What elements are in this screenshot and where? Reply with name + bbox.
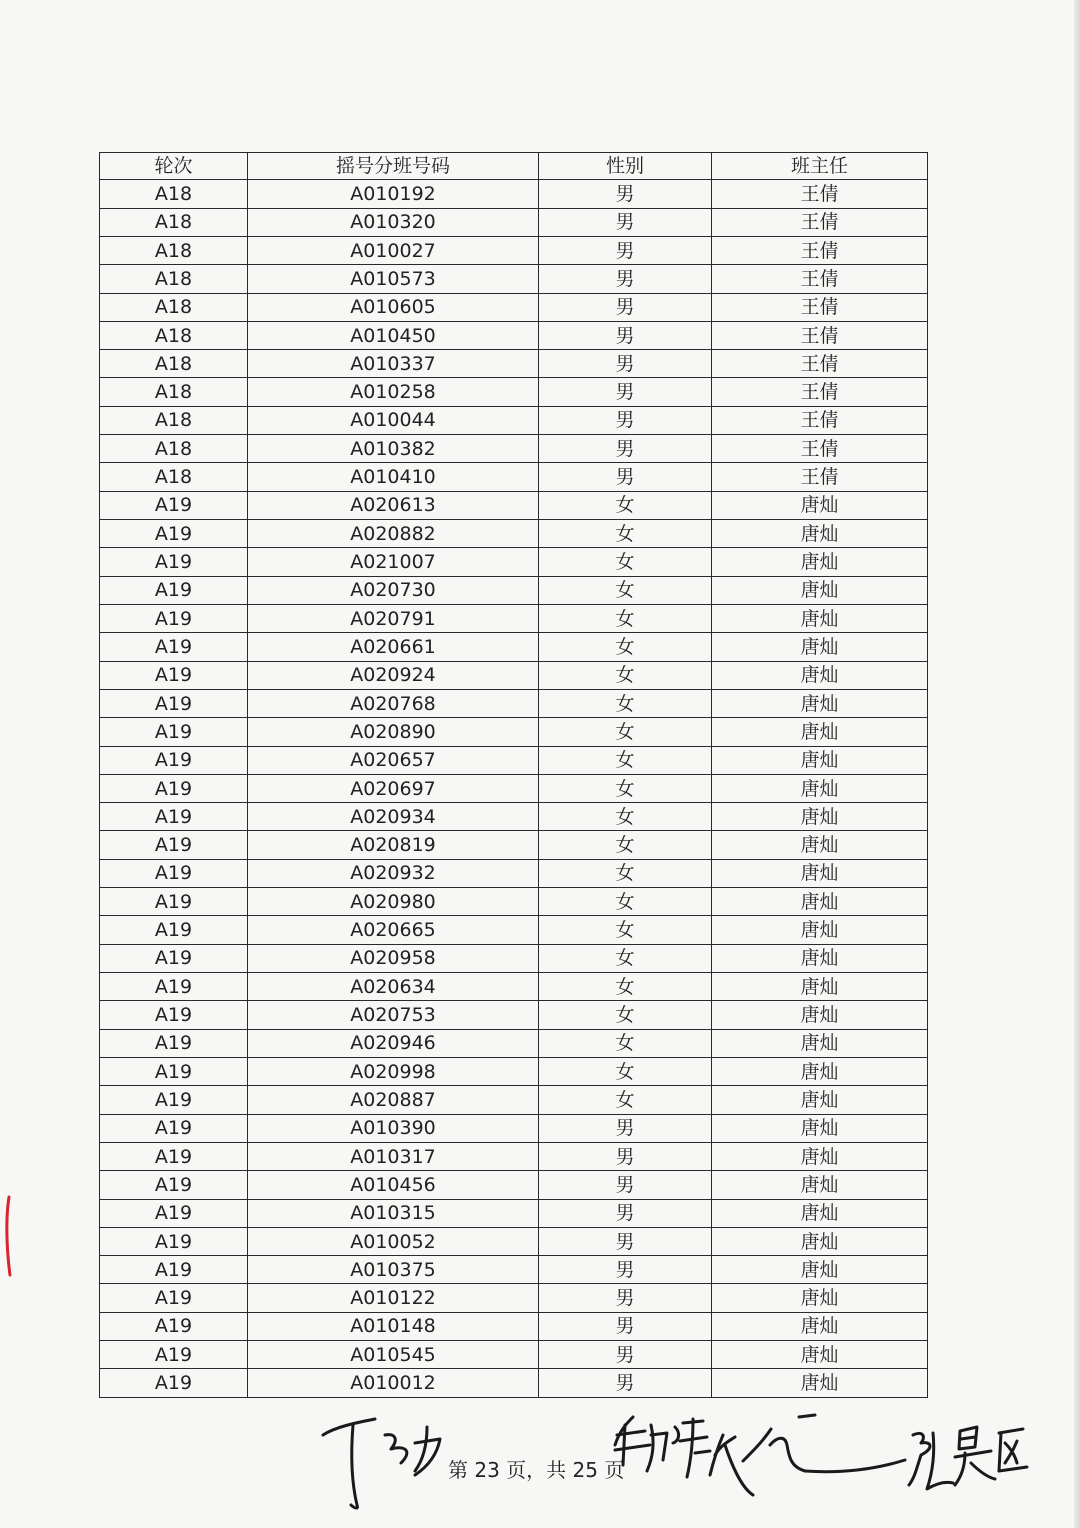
header-head-teacher: 班主任 — [712, 153, 928, 180]
cell-round: A19 — [100, 1227, 248, 1255]
cell-gender: 男 — [539, 1142, 712, 1170]
table-row — [100, 1029, 928, 1057]
table-row — [100, 463, 928, 491]
table-row — [100, 1171, 928, 1199]
cell-lottery-number: A010044 — [248, 406, 539, 434]
cell-head-teacher: 唐灿 — [712, 1171, 928, 1199]
cell-round: A19 — [100, 1142, 248, 1170]
cell-gender: 女 — [539, 1057, 712, 1085]
cell-gender: 男 — [539, 435, 712, 463]
cell-round: A19 — [100, 888, 248, 916]
signature-4 — [909, 1427, 1027, 1489]
table-row — [100, 1312, 928, 1340]
table-row — [100, 1142, 928, 1170]
cell-lottery-number: A020932 — [248, 859, 539, 887]
table-row — [100, 1227, 928, 1255]
cell-lottery-number: A010410 — [248, 463, 539, 491]
cell-head-teacher: 王倩 — [712, 265, 928, 293]
cell-round: A18 — [100, 180, 248, 208]
cell-lottery-number: A020819 — [248, 831, 539, 859]
table-row — [100, 406, 928, 434]
table-row — [100, 718, 928, 746]
handwritten-signatures — [315, 1405, 1035, 1515]
cell-gender: 女 — [539, 1029, 712, 1057]
cell-round: A19 — [100, 803, 248, 831]
cell-gender: 男 — [539, 236, 712, 264]
cell-gender: 男 — [539, 1284, 712, 1312]
cell-head-teacher: 王倩 — [712, 293, 928, 321]
cell-head-teacher: 唐灿 — [712, 831, 928, 859]
cell-gender: 女 — [539, 973, 712, 1001]
cell-head-teacher: 唐灿 — [712, 774, 928, 802]
table-row — [100, 604, 928, 632]
table-row — [100, 1284, 928, 1312]
cell-head-teacher: 王倩 — [712, 406, 928, 434]
cell-lottery-number: A020980 — [248, 888, 539, 916]
cell-gender: 女 — [539, 888, 712, 916]
cell-round: A19 — [100, 831, 248, 859]
cell-lottery-number: A010320 — [248, 208, 539, 236]
cell-gender: 男 — [539, 321, 712, 349]
cell-lottery-number: A010027 — [248, 236, 539, 264]
cell-round: A19 — [100, 1057, 248, 1085]
table-row — [100, 1369, 928, 1398]
cell-head-teacher: 唐灿 — [712, 491, 928, 519]
table-row — [100, 1086, 928, 1114]
cell-gender: 女 — [539, 520, 712, 548]
cell-head-teacher: 王倩 — [712, 435, 928, 463]
header-lottery-number: 摇号分班号码 — [248, 153, 539, 180]
cell-lottery-number: A020887 — [248, 1086, 539, 1114]
cell-lottery-number: A010122 — [248, 1284, 539, 1312]
cell-gender: 男 — [539, 265, 712, 293]
cell-lottery-number: A010456 — [248, 1171, 539, 1199]
cell-head-teacher: 王倩 — [712, 180, 928, 208]
cell-head-teacher: 王倩 — [712, 350, 928, 378]
cell-head-teacher: 唐灿 — [712, 520, 928, 548]
cell-round: A19 — [100, 1341, 248, 1369]
table-row — [100, 576, 928, 604]
cell-head-teacher: 唐灿 — [712, 576, 928, 604]
cell-lottery-number: A020946 — [248, 1029, 539, 1057]
cell-round: A19 — [100, 491, 248, 519]
cell-head-teacher: 唐灿 — [712, 1341, 928, 1369]
cell-head-teacher: 唐灿 — [712, 1029, 928, 1057]
cell-lottery-number: A010148 — [248, 1312, 539, 1340]
table-row — [100, 831, 928, 859]
cell-round: A19 — [100, 1284, 248, 1312]
page-edge — [1074, 0, 1080, 1528]
cell-gender: 男 — [539, 208, 712, 236]
table-row — [100, 1001, 928, 1029]
cell-round: A18 — [100, 463, 248, 491]
cell-lottery-number: A010382 — [248, 435, 539, 463]
table-row — [100, 236, 928, 264]
cell-gender: 女 — [539, 548, 712, 576]
cell-head-teacher: 唐灿 — [712, 803, 928, 831]
cell-round: A19 — [100, 1114, 248, 1142]
signature-1 — [323, 1419, 440, 1508]
cell-lottery-number: A020958 — [248, 944, 539, 972]
cell-lottery-number: A020753 — [248, 1001, 539, 1029]
cell-lottery-number: A010450 — [248, 321, 539, 349]
cell-head-teacher: 王倩 — [712, 236, 928, 264]
cell-lottery-number: A010192 — [248, 180, 539, 208]
cell-gender: 男 — [539, 180, 712, 208]
cell-lottery-number: A020665 — [248, 916, 539, 944]
cell-round: A19 — [100, 944, 248, 972]
cell-gender: 女 — [539, 1001, 712, 1029]
cell-round: A19 — [100, 548, 248, 576]
cell-round: A19 — [100, 1029, 248, 1057]
cell-head-teacher: 唐灿 — [712, 1256, 928, 1284]
table-row — [100, 293, 928, 321]
cell-lottery-number: A010258 — [248, 378, 539, 406]
cell-lottery-number: A010052 — [248, 1227, 539, 1255]
table-row — [100, 491, 928, 519]
cell-head-teacher: 唐灿 — [712, 916, 928, 944]
cell-head-teacher: 王倩 — [712, 378, 928, 406]
table-row — [100, 180, 928, 208]
cell-head-teacher: 唐灿 — [712, 1086, 928, 1114]
cell-head-teacher: 唐灿 — [712, 718, 928, 746]
cell-head-teacher: 唐灿 — [712, 548, 928, 576]
table-row — [100, 973, 928, 1001]
table-header-row — [100, 153, 928, 180]
cell-round: A19 — [100, 859, 248, 887]
cell-round: A19 — [100, 746, 248, 774]
table-row — [100, 916, 928, 944]
cell-lottery-number: A020613 — [248, 491, 539, 519]
header-round: 轮次 — [100, 153, 248, 180]
cell-head-teacher: 唐灿 — [712, 1227, 928, 1255]
cell-round: A19 — [100, 1171, 248, 1199]
cell-gender: 女 — [539, 831, 712, 859]
cell-round: A18 — [100, 293, 248, 321]
table-row — [100, 1199, 928, 1227]
cell-gender: 女 — [539, 803, 712, 831]
cell-lottery-number: A020730 — [248, 576, 539, 604]
cell-round: A18 — [100, 350, 248, 378]
cell-gender: 女 — [539, 944, 712, 972]
roster-table — [99, 152, 928, 1398]
cell-lottery-number: A020634 — [248, 973, 539, 1001]
cell-gender: 男 — [539, 463, 712, 491]
cell-gender: 女 — [539, 1086, 712, 1114]
cell-head-teacher: 唐灿 — [712, 604, 928, 632]
cell-gender: 男 — [539, 1114, 712, 1142]
cell-head-teacher: 唐灿 — [712, 1114, 928, 1142]
cell-round: A19 — [100, 661, 248, 689]
cell-gender: 男 — [539, 1369, 712, 1398]
cell-gender: 男 — [539, 1312, 712, 1340]
table-row — [100, 661, 928, 689]
cell-head-teacher: 唐灿 — [712, 859, 928, 887]
cell-round: A18 — [100, 321, 248, 349]
cell-lottery-number: A010573 — [248, 265, 539, 293]
cell-head-teacher: 唐灿 — [712, 944, 928, 972]
cell-round: A19 — [100, 718, 248, 746]
table-row — [100, 944, 928, 972]
cell-lottery-number: A010390 — [248, 1114, 539, 1142]
cell-head-teacher: 唐灿 — [712, 661, 928, 689]
cell-round: A19 — [100, 1199, 248, 1227]
cell-round: A19 — [100, 1086, 248, 1114]
cell-lottery-number: A020768 — [248, 689, 539, 717]
cell-gender: 女 — [539, 859, 712, 887]
cell-head-teacher: 唐灿 — [712, 1199, 928, 1227]
cell-gender: 男 — [539, 350, 712, 378]
cell-lottery-number: A010315 — [248, 1199, 539, 1227]
cell-gender: 男 — [539, 406, 712, 434]
table-body — [100, 180, 928, 1398]
cell-head-teacher: 唐灿 — [712, 1057, 928, 1085]
cell-lottery-number: A010605 — [248, 293, 539, 321]
signature-3 — [710, 1415, 905, 1495]
table-row — [100, 746, 928, 774]
table-row — [100, 321, 928, 349]
cell-head-teacher: 王倩 — [712, 208, 928, 236]
cell-head-teacher: 唐灿 — [712, 746, 928, 774]
cell-head-teacher: 唐灿 — [712, 1369, 928, 1398]
cell-round: A19 — [100, 1256, 248, 1284]
table-row — [100, 1341, 928, 1369]
cell-gender: 男 — [539, 293, 712, 321]
cell-gender: 女 — [539, 916, 712, 944]
cell-round: A18 — [100, 265, 248, 293]
cell-round: A19 — [100, 604, 248, 632]
cell-round: A19 — [100, 1312, 248, 1340]
cell-gender: 男 — [539, 1341, 712, 1369]
cell-gender: 男 — [539, 1199, 712, 1227]
cell-lottery-number: A020791 — [248, 604, 539, 632]
cell-head-teacher: 王倩 — [712, 321, 928, 349]
cell-gender: 女 — [539, 661, 712, 689]
cell-round: A19 — [100, 576, 248, 604]
cell-lottery-number: A010012 — [248, 1369, 539, 1398]
cell-round: A18 — [100, 406, 248, 434]
cell-gender: 女 — [539, 689, 712, 717]
cell-round: A19 — [100, 1001, 248, 1029]
cell-head-teacher: 唐灿 — [712, 1312, 928, 1340]
cell-lottery-number: A020661 — [248, 633, 539, 661]
cell-gender: 女 — [539, 604, 712, 632]
cell-lottery-number: A020697 — [248, 774, 539, 802]
cell-lottery-number: A020998 — [248, 1057, 539, 1085]
table-row — [100, 689, 928, 717]
cell-gender: 男 — [539, 1256, 712, 1284]
cell-round: A19 — [100, 520, 248, 548]
table-row — [100, 208, 928, 236]
cell-gender: 男 — [539, 1227, 712, 1255]
table-row — [100, 1256, 928, 1284]
cell-round: A18 — [100, 378, 248, 406]
cell-head-teacher: 唐灿 — [712, 633, 928, 661]
cell-lottery-number: A010337 — [248, 350, 539, 378]
cell-round: A19 — [100, 633, 248, 661]
cell-gender: 女 — [539, 576, 712, 604]
table-row — [100, 435, 928, 463]
cell-lottery-number: A020924 — [248, 661, 539, 689]
table-row — [100, 265, 928, 293]
red-stamp-fragment — [4, 1195, 12, 1277]
cell-head-teacher: 王倩 — [712, 463, 928, 491]
cell-lottery-number: A010375 — [248, 1256, 539, 1284]
cell-head-teacher: 唐灿 — [712, 1142, 928, 1170]
table-row — [100, 378, 928, 406]
cell-round: A19 — [100, 689, 248, 717]
cell-head-teacher: 唐灿 — [712, 689, 928, 717]
cell-round: A18 — [100, 236, 248, 264]
cell-gender: 男 — [539, 1171, 712, 1199]
cell-round: A19 — [100, 973, 248, 1001]
cell-round: A18 — [100, 435, 248, 463]
cell-round: A18 — [100, 208, 248, 236]
cell-round: A19 — [100, 916, 248, 944]
table-row — [100, 633, 928, 661]
cell-head-teacher: 唐灿 — [712, 973, 928, 1001]
cell-lottery-number: A010317 — [248, 1142, 539, 1170]
page-number-footer: 第 23 页，共 25 页 — [448, 1458, 625, 1482]
cell-round: A19 — [100, 1369, 248, 1398]
header-gender: 性别 — [539, 153, 712, 180]
table-row — [100, 774, 928, 802]
cell-head-teacher: 唐灿 — [712, 888, 928, 916]
cell-head-teacher: 唐灿 — [712, 1001, 928, 1029]
table-row — [100, 888, 928, 916]
cell-lottery-number: A021007 — [248, 548, 539, 576]
cell-gender: 女 — [539, 746, 712, 774]
cell-lottery-number: A010545 — [248, 1341, 539, 1369]
table-row — [100, 1057, 928, 1085]
table-row — [100, 859, 928, 887]
cell-gender: 女 — [539, 633, 712, 661]
cell-gender: 女 — [539, 774, 712, 802]
cell-gender: 女 — [539, 491, 712, 519]
cell-gender: 男 — [539, 378, 712, 406]
cell-gender: 女 — [539, 718, 712, 746]
table-row — [100, 520, 928, 548]
cell-lottery-number: A020890 — [248, 718, 539, 746]
cell-lottery-number: A020657 — [248, 746, 539, 774]
table-row — [100, 548, 928, 576]
cell-lottery-number: A020882 — [248, 520, 539, 548]
cell-lottery-number: A020934 — [248, 803, 539, 831]
cell-head-teacher: 唐灿 — [712, 1284, 928, 1312]
table-row — [100, 1114, 928, 1142]
cell-round: A19 — [100, 774, 248, 802]
table-row — [100, 803, 928, 831]
table-row — [100, 350, 928, 378]
